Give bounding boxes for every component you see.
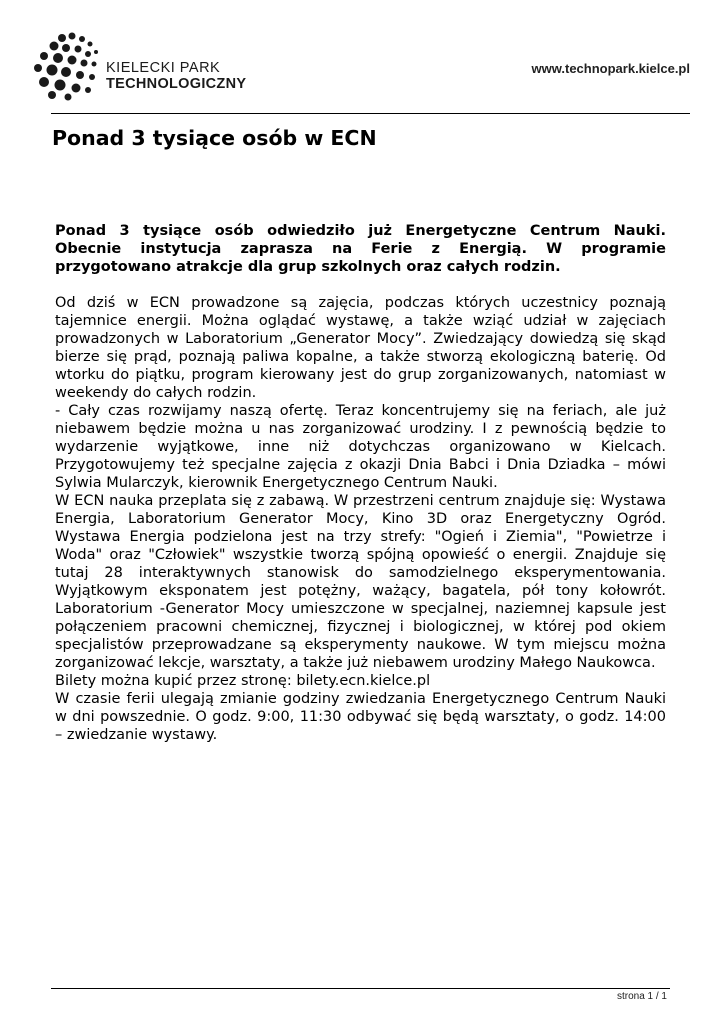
footer-divider xyxy=(51,988,670,989)
article-lead: Ponad 3 tysiące osób odwiedziło już Energetyczne Centrum Nauki. Obecnie instytucja zaprasza na Ferie z Energią. W programie przygotowano atrakcje dla grup szkolnych oraz całych rodzin. xyxy=(55,223,666,275)
company-logo xyxy=(32,30,252,102)
article-paragraph: - Cały czas rozwijamy naszą ofertę. Teraz koncentrujemy się na feriach, ale już niebawem będzie można u nas zorganizować urodziny. I z pewnością będzie to wydarzenie wyjątkowe, inne niż dotychczas organizowano w Kielcach. Przygotowujemy też specjalne zajęcia z okazji Dnia Babci i Dnia Dziadka – mówi Sylwia Mularczyk, kierownik Energetycznego Centrum Nauki. xyxy=(55,403,666,491)
logo-text xyxy=(106,60,246,92)
header-divider xyxy=(51,113,690,114)
article-body xyxy=(55,222,666,744)
logo-text-line2: TECHNOLOGICZNY xyxy=(106,76,247,92)
logo-mark-icon xyxy=(32,30,104,102)
article-paragraph: Od dziś w ECN prowadzone są zajęcia, podczas których uczestnicy poznają tajemnice energii. Można oglądać wystawę, a także wziąć udział w zajęciach prowadzonych w Laboratorium „Generator Mocy”. Zwiedzający dowiedzą się skąd bierze się prąd, poznają paliwa kopalne, a także stworzą ekologiczną baterię. Od wtorku do piątku, program kierowany jest do grup zorganizowanych, natomiast w weekendy do całych rodzin. xyxy=(55,295,666,401)
page-header xyxy=(0,0,725,116)
page-number: strona 1 / 1 xyxy=(616,991,667,1002)
article-paragraph: W ECN nauka przeplata się z zabawą. W przestrzeni centrum znajduje się: Wystawa Energia, Laboratorium Generator Mocy, Kino 3D oraz Energetyczny Ogród. Wystawa Energia podzielona jest na trzy strefy: "Ogień i Ziemia", "Powietrze i Woda" oraz "Człowiek" wszystkie tworzą spójną opowieść o energii. Znajduje się tutaj 28 interaktywnych stanowisk do samodzielnego eksperymentowania. Wyjątkowym eksponatem jest potężny, ważący, bagatela, pół tony kołowrót. Laboratorium -Generator Mocy umieszczone w specjalnej, naziemnej kapsule jest połączeniem pracowni chemicznej, fizycznej i biologicznej, w której pod okiem specjalistów przeprowadzane są eksperymenty naukowe. W tym miejscu można zorganizować lekcje, warsztaty, a także już niebawem urodziny Małego Naukowca. xyxy=(55,493,666,671)
article-paragraph: Bilety można kupić przez stronę: bilety.ecn.kielce.pl xyxy=(55,673,431,689)
article-title: Ponad 3 tysiące osób w ECN xyxy=(52,126,377,150)
logo-text-line1: KIELECKI PARK xyxy=(106,60,221,76)
article-paragraph: W czasie ferii ulegają zmianie godziny zwiedzania Energetycznego Centrum Nauki w dni powszednie. O godz. 9:00, 11:30 odbywać się będą warsztaty, o godz. 14:00 – zwiedzanie wystawy. xyxy=(55,691,666,743)
website-url[interactable]: www.technopark.kielce.pl xyxy=(531,61,690,76)
